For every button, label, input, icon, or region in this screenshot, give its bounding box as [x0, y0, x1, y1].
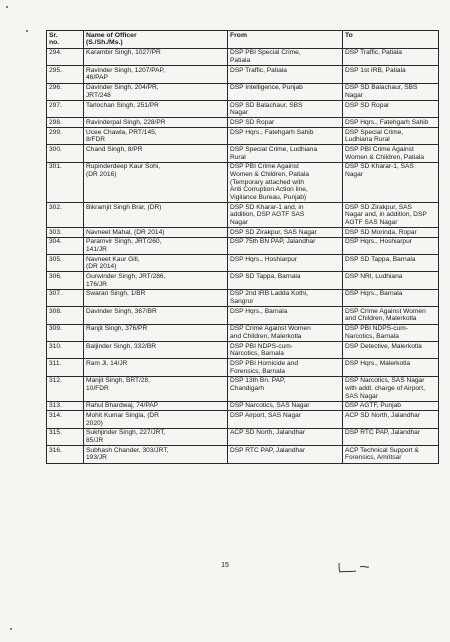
row-to-posting: DSP SD Tappa, Barnala	[343, 255, 439, 272]
row-officer-name: Swaran Singh, 1/BR	[84, 289, 228, 306]
header-to: To	[343, 31, 439, 49]
row-officer-name: Ucee Chawla, PRT/145, 8/FDR	[84, 128, 228, 145]
row-officer-name: Rahul Bhardwaj, 74/PAP	[84, 401, 228, 411]
row-officer-name: Manjit Singh, BRT/28, 10/FDR	[84, 376, 228, 401]
row-to-posting: DSP SD Kharar-1, SAS Nagar	[343, 162, 439, 202]
scan-speck	[6, 6, 8, 8]
row-officer-name: Ravinderpal Singh, 228/PR	[84, 118, 228, 128]
row-officer-name: Subhash Chander, 303/JRT, 193/JR	[84, 446, 228, 463]
row-officer-name: Ravinder Singh, 1207/PAP, 46/PAP	[84, 66, 228, 83]
row-sr-no: 304.	[47, 237, 84, 254]
row-from-posting: DSP RTC PAP, Jalandhar	[228, 446, 343, 463]
row-officer-name: Tarlochan Singh, 251/PR	[84, 100, 228, 117]
table-row	[47, 307, 439, 324]
row-to-posting: DSP SD Balachaur, SBS Nagar	[343, 83, 439, 100]
row-officer-name: Bikramjit Singh Brar, (DR)	[84, 202, 228, 227]
row-to-posting: DSP Special Crime, Ludhiana Rural	[343, 128, 439, 145]
row-from-posting: DSP Hqrs., Barnala	[228, 307, 343, 324]
table-header	[47, 31, 439, 49]
table-row	[47, 145, 439, 162]
table-row	[47, 376, 439, 401]
header-from: From	[228, 31, 343, 49]
table-row	[47, 359, 439, 376]
row-sr-no: 302.	[47, 202, 84, 227]
table-row	[47, 428, 439, 445]
row-from-posting: DSP SD Zirakpur, SAS Nagar	[228, 227, 343, 237]
row-from-posting: DSP PBI Crime Against Women & Children, Patiala (Temporary attached with Anti Corruption Action line, Vigilance Bureau, Punjab)	[228, 162, 343, 202]
row-from-posting: DSP 13th Bn. PAP, Chandigarh	[228, 376, 343, 401]
table-body	[47, 48, 439, 463]
table-row	[47, 289, 439, 306]
row-from-posting: DSP Traffic, Patiala	[228, 66, 343, 83]
row-sr-no: 301.	[47, 162, 84, 202]
row-officer-name: Karambir Singh, 1027/PR	[84, 48, 228, 65]
table-row	[47, 446, 439, 463]
row-from-posting: DSP Special Crime, Ludhiana Rural	[228, 145, 343, 162]
row-officer-name: Navneet Mahal, (DR 2014)	[84, 227, 228, 237]
row-from-posting: DSP Airport, SAS Nagar	[228, 411, 343, 428]
table-header-row	[47, 31, 439, 49]
row-to-posting: DSP 1st IRB, Patiala	[343, 66, 439, 83]
table-row	[47, 401, 439, 411]
row-from-posting: DSP Hqrs., Hoshiarpur	[228, 255, 343, 272]
table-row	[47, 227, 439, 237]
table-row	[47, 128, 439, 145]
row-to-posting: DSP Hqrs., Malerkotla	[343, 359, 439, 376]
row-to-posting: DSP RTC PAP, Jalandhar	[343, 428, 439, 445]
row-officer-name: Ranjit Singh, 376/PR	[84, 324, 228, 341]
row-to-posting: DSP SD Ropar	[343, 100, 439, 117]
row-sr-no: 305.	[47, 255, 84, 272]
row-from-posting: DSP PBI Special Crime, Patiala	[228, 48, 343, 65]
table-row	[47, 341, 439, 358]
row-sr-no: 306.	[47, 272, 84, 289]
row-officer-name: Rupinderdeep Kaur Sohi, (DR 2016)	[84, 162, 228, 202]
row-to-posting: DSP SD Zirakpur, SAS Nagar and, in addition, DSP AGTF SAS Nagar	[343, 202, 439, 227]
row-from-posting: DSP SD Balachaur, SBS Nagar	[228, 100, 343, 117]
table-row	[47, 83, 439, 100]
page-number: 15	[221, 562, 229, 569]
header-officer-name: Name of Officer (S./Sh./Ms.)	[84, 31, 228, 49]
row-to-posting: DSP Crime Against Women and Children, Malerkotla	[343, 307, 439, 324]
table-row	[47, 162, 439, 202]
row-to-posting: DSP PBI NDPS-cum- Narcotics, Barnala	[343, 324, 439, 341]
row-officer-name: Davinder Singh, 367/BR	[84, 307, 228, 324]
row-to-posting: DSP NRI, Ludhiana	[343, 272, 439, 289]
row-to-posting: DSP PBI Crime Against Women & Children, Patiala	[343, 145, 439, 162]
row-officer-name: Mohit Kumar Singla, (DR 2020)	[84, 411, 228, 428]
row-sr-no: 311.	[47, 359, 84, 376]
table-row	[47, 237, 439, 254]
row-sr-no: 298.	[47, 118, 84, 128]
row-officer-name: Davinder Singh, 204/PR, JRT/248	[84, 83, 228, 100]
row-sr-no: 299.	[47, 128, 84, 145]
header-sr-no: Sr. no.	[47, 31, 84, 49]
row-to-posting: DSP Detective, Malerkotla	[343, 341, 439, 358]
row-to-posting: ACP SD North, Jalandhar	[343, 411, 439, 428]
row-to-posting: DSP SD Morinda, Ropar	[343, 227, 439, 237]
row-from-posting: DSP Hqrs., Fatehgarh Sahib	[228, 128, 343, 145]
row-officer-name: Gurwinder Singh, JRT/286, 176/JR	[84, 272, 228, 289]
row-sr-no: 313.	[47, 401, 84, 411]
table-row	[47, 66, 439, 83]
row-officer-name: Baljinder Singh, 332/BR	[84, 341, 228, 358]
table-row	[47, 324, 439, 341]
row-to-posting: DSP Traffic, Patiala	[343, 48, 439, 65]
signature-mark	[336, 560, 380, 576]
row-from-posting: DSP PBI Homicide and Forensics, Barnala	[228, 359, 343, 376]
transfer-orders-table	[46, 30, 439, 464]
row-sr-no: 310.	[47, 341, 84, 358]
row-from-posting: DSP SD Tappa, Barnala	[228, 272, 343, 289]
row-officer-name: Ram Ji, 14/JR	[84, 359, 228, 376]
row-sr-no: 314.	[47, 411, 84, 428]
row-from-posting: DSP Narcotics, SAS Nagar	[228, 401, 343, 411]
row-sr-no: 295.	[47, 66, 84, 83]
row-to-posting: DSP Hqrs., Fatehgarh Sahib	[343, 118, 439, 128]
row-from-posting: DSP 2nd IRB Ladda Kothi, Sangrur	[228, 289, 343, 306]
row-officer-name: Chand Singh, 8/PR	[84, 145, 228, 162]
row-from-posting: DSP PBI NDPS-cum- Narcotics, Barnala	[228, 341, 343, 358]
table-row	[47, 118, 439, 128]
row-from-posting: DSP SD Kharar-1 and, in addition, DSP AGTF SAS Nagar	[228, 202, 343, 227]
row-from-posting: DSP SD Ropar	[228, 118, 343, 128]
row-sr-no: 303.	[47, 227, 84, 237]
table-row	[47, 202, 439, 227]
row-officer-name: Sukhjinder Singh, 227/JRT, 85/JR	[84, 428, 228, 445]
row-to-posting: DSP Narcotics, SAS Nagar with addl. charge of Airport, SAS Nagar	[343, 376, 439, 401]
row-sr-no: 315.	[47, 428, 84, 445]
row-sr-no: 312.	[47, 376, 84, 401]
table-row	[47, 48, 439, 65]
row-to-posting: DSP Hqrs., Hoshiarpur	[343, 237, 439, 254]
row-sr-no: 309.	[47, 324, 84, 341]
row-sr-no: 294.	[47, 48, 84, 65]
table-row	[47, 411, 439, 428]
table-row	[47, 100, 439, 117]
table-row	[47, 272, 439, 289]
row-to-posting: ACP Technical Support & Forensics, Amritsar	[343, 446, 439, 463]
row-from-posting: ACP SD North, Jalandhar	[228, 428, 343, 445]
row-sr-no: 316.	[47, 446, 84, 463]
table-row	[47, 255, 439, 272]
row-sr-no: 297.	[47, 100, 84, 117]
scan-speck	[10, 628, 12, 630]
row-officer-name: Navneet Kaur Gill, (DR 2014)	[84, 255, 228, 272]
row-officer-name: Paramvir Singh, JRT/260, 141/JR	[84, 237, 228, 254]
row-sr-no: 300.	[47, 145, 84, 162]
row-from-posting: DSP 75th BN PAP, Jalandhar	[228, 237, 343, 254]
row-from-posting: DSP Crime Against Women and Children, Malerkotla	[228, 324, 343, 341]
row-to-posting: DSP AGTF, Punjab	[343, 401, 439, 411]
row-to-posting: DSP Hqrs., Barnala	[343, 289, 439, 306]
scan-speck	[26, 30, 28, 32]
row-sr-no: 308.	[47, 307, 84, 324]
row-sr-no: 307.	[47, 289, 84, 306]
row-from-posting: DSP Intelligence, Punjab	[228, 83, 343, 100]
row-sr-no: 296.	[47, 83, 84, 100]
